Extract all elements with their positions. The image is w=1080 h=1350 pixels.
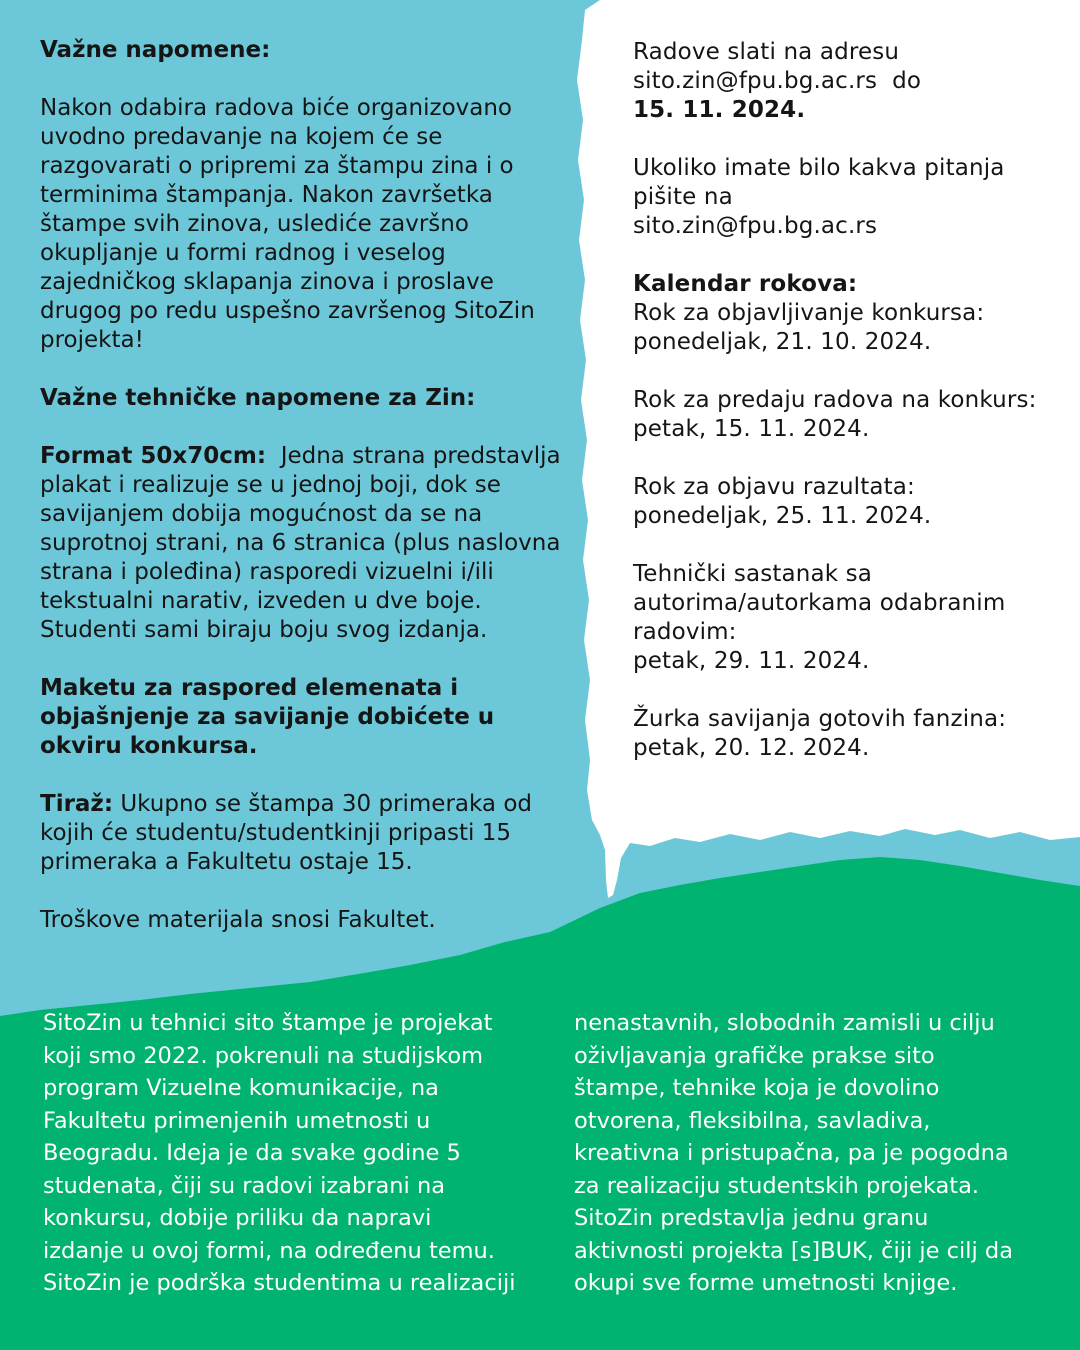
calendar-heading: Kalendar rokova: [633, 271, 858, 297]
about-line: nenastavnih, slobodnih zamisli u cilju [574, 1010, 995, 1036]
about-line: koji smo 2022. pokrenuli na studijskom [43, 1042, 484, 1069]
submission-info [633, 38, 1053, 125]
about-line: SitoZin predstavlja jednu granu [574, 1205, 929, 1231]
about-line: studenata, čiji su radovi izabrani na [43, 1172, 445, 1199]
about-line: otvorena, fleksibilna, savladiva, [574, 1107, 931, 1134]
questions-info [633, 154, 1053, 241]
about-line: Fakultetu primenjenih umetnosti u [43, 1107, 431, 1134]
layout-note: Maketu za raspored elemenata i objašnjenje za savijanje dobićete u okviru konkursa. [40, 675, 495, 759]
important-notes-heading: Važne napomene: [40, 37, 271, 63]
costs-note: Troškove materijala snosi Fakultet. [40, 907, 436, 933]
deadline-item [633, 560, 1053, 676]
about-line: SitoZin u tehnici sito štampe je projekat [43, 1010, 493, 1036]
deadline-item [633, 473, 1053, 531]
about-line: SitoZin je podrška studentima u realizaciji [43, 1270, 516, 1296]
right-column [633, 38, 1053, 763]
left-column [40, 36, 580, 935]
about-line: okupi sve forme umetnosti knjige. [574, 1270, 958, 1296]
format-paragraph [40, 442, 580, 645]
about-line: za realizaciju studentskih projekata. [574, 1172, 980, 1199]
deadline-calendar-0 [633, 270, 1053, 357]
about-line: izdanje u ovoj formi, na određenu temu. [43, 1237, 495, 1264]
deadline-label: Žurka savijanja gotovih fanzina: [633, 706, 1007, 732]
questions-email[interactable]: sito.zin@fpu.bg.ac.rs [633, 213, 878, 239]
about-line: program Vizuelne komunikacije, na [43, 1075, 439, 1101]
deadline-date: ponedeljak, 21. 10. 2024. [633, 329, 932, 355]
submission-until: do [892, 68, 922, 94]
about-line: Beogradu. Ideja je da svake godine 5 [43, 1140, 461, 1166]
about-line: kreativna i pristupačna, pa je pogodna [574, 1140, 1009, 1166]
questions-intro: Ukoliko imate bilo kakva pitanja pišite na [633, 155, 1005, 210]
print-run-label: Tiraž: [40, 791, 114, 817]
print-run-body: Ukupno se štampa 30 primeraka od kojih će studentu/studentkinji pripasti 15 primeraka a Fakultetu ostaje 15. [40, 791, 532, 875]
deadline-label: Tehnički sastanak sa autorima/autorkama odabranim radovim: [633, 561, 1006, 645]
submission-intro: Radove slati na adresu [633, 39, 900, 65]
about-right-column [574, 1007, 1054, 1300]
format-label: Format 50x70cm: [40, 443, 267, 469]
about-line: konkursu, dobije priliku da napravi [43, 1205, 432, 1231]
submission-date: 15. 11. 2024. [633, 97, 806, 123]
deadline-date: petak, 29. 11. 2024. [633, 648, 870, 674]
deadline-label: Rok za objavu razultata: [633, 474, 915, 500]
technical-notes-heading: Važne tehničke napomene za Zin: [40, 385, 476, 411]
deadline-date: ponedeljak, 25. 11. 2024. [633, 503, 932, 529]
deadline-item [633, 386, 1053, 444]
deadline-item [633, 705, 1053, 763]
about-line: oživljavanja grafičke prakse sito [574, 1042, 935, 1069]
submission-email[interactable]: sito.zin@fpu.bg.ac.rs [633, 68, 878, 94]
about-left-column [43, 1007, 553, 1300]
deadline-date: petak, 20. 12. 2024. [633, 735, 870, 761]
about-line: aktivnosti projekta [s]BUK, čiji je cilj da [574, 1237, 1013, 1264]
important-notes-body: Nakon odabira radova biće organizovano uvodno predavanje na kojem će se razgovarati o pripremi za štampu zina i o terminima štampanja. Nakon završetka štampe svih zinova, uslediće završno okupljanje u formi radnog i veselog zajedničkog sklapanja zinova i proslave drugog po redu uspešno završenog SitoZin projekta! [40, 95, 535, 353]
about-line: štampe, tehnike koja je dovolino [574, 1075, 940, 1101]
format-body: Jedna strana predstavlja plakat i realizuje se u jednoj boji, dok se savijanjem dobija mogućnost da se na suprotnoj strani, na 6 stranica (plus naslovna strana i poleđina) rasporedi vizuelni i/ili tekstualni narativ, izveden u dve boje. Studenti sami biraju boju svog izdanja. [40, 443, 561, 643]
deadline-date: petak, 15. 11. 2024. [633, 416, 870, 442]
deadline-label: Rok za objavljivanje konkursa: [633, 300, 985, 326]
print-run-paragraph [40, 790, 580, 877]
deadline-label: Rok za predaju radova na konkurs: [633, 387, 1037, 413]
